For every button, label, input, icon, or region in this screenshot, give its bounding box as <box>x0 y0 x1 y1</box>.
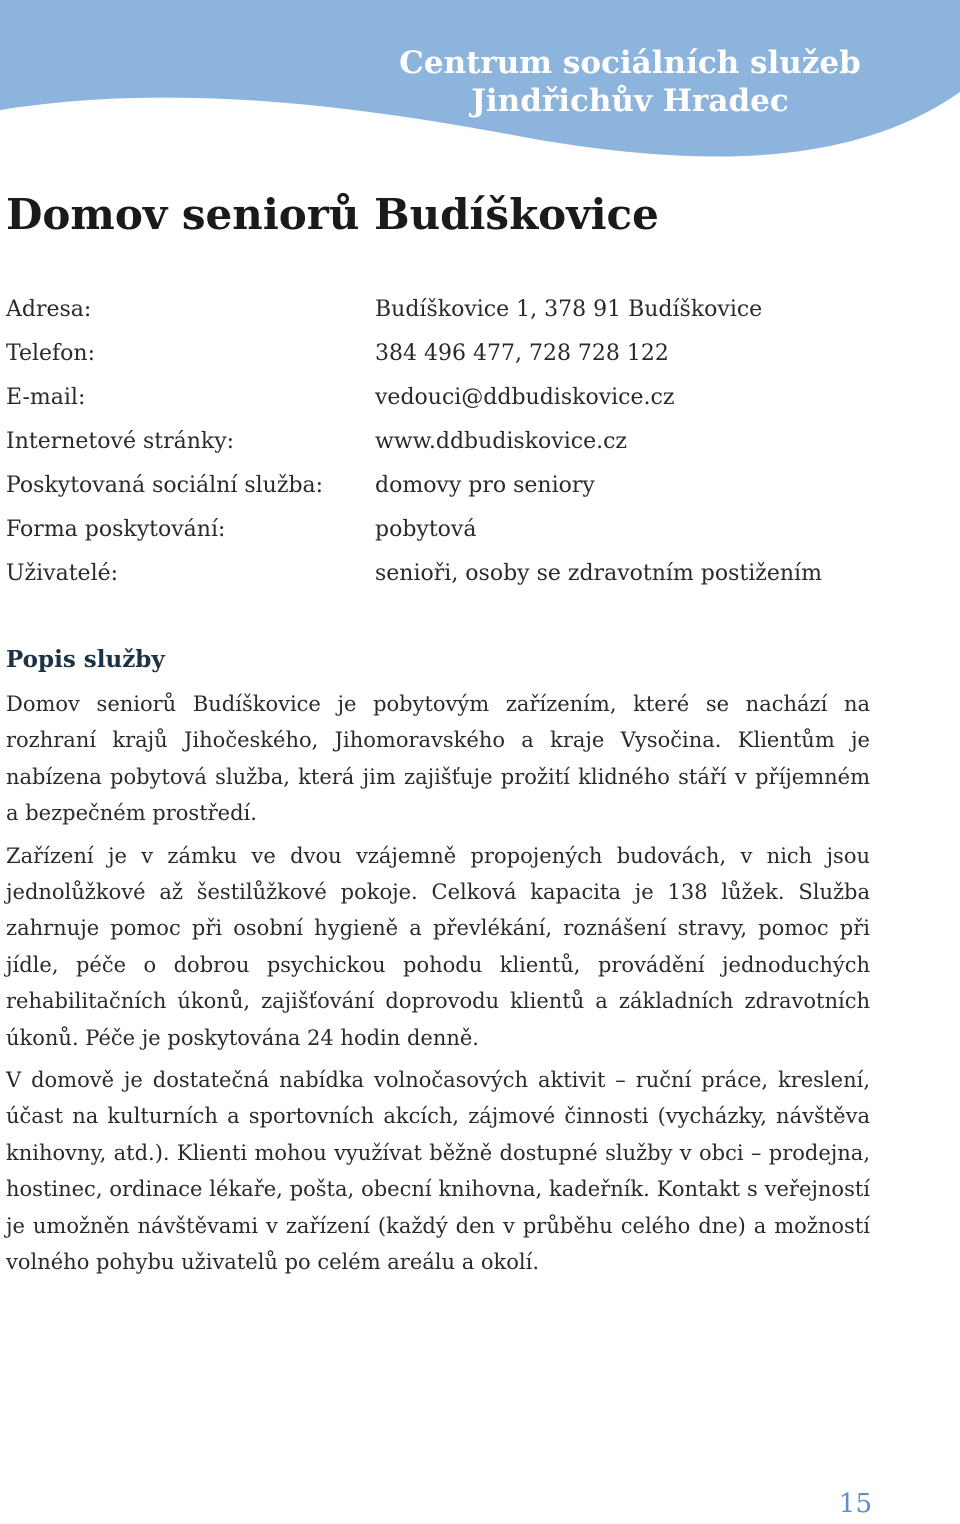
info-value: 384 496 477, 728 728 122 <box>375 341 669 366</box>
info-value: Budíškovice 1, 378 91 Budíškovice <box>375 297 763 322</box>
info-label: Poskytovaná sociální služba: <box>6 473 324 498</box>
info-label: Uživatelé: <box>6 561 119 586</box>
service-description <box>6 686 870 1287</box>
description-paragraph: Domov seniorů Budíškovice je pobytovým zařízením, které se nachází na rozhraní krajů Jihočeského, Jihomoravského a kraje Vysočina. Klientům je nabízena pobytová služba, která jim zajišťuje prožití klidného stáří v příjemném a bezpečném prostředí. <box>6 692 870 826</box>
website-link[interactable]: www.ddbudiskovice.cz <box>375 429 627 454</box>
header-title <box>300 44 960 120</box>
info-row-users <box>6 552 906 596</box>
info-value: pobytová <box>375 517 477 542</box>
info-row-form <box>6 508 906 552</box>
info-label: Internetové stránky: <box>6 429 235 454</box>
info-row-address <box>6 288 906 332</box>
info-table <box>6 288 906 596</box>
description-paragraph: Zařízení je v zámku ve dvou vzájemně propojených budovách, v nich jsou jednolůžkové až šestilůžkové pokoje. Celková kapacita je 138 lůžek. Služba zahrnuje pomoc při osobní hygieně a převlékání, roznášení stravy, pomoc při jídle, péče o dobrou psychickou pohodu klientů, provádění jednoduchých rehabilitačních úkonů, zajišťování doprovodu klientů a základních zdravotních úkonů. Péče je poskytována 24 hodin denně. <box>6 843 870 1050</box>
info-label: Telefon: <box>6 341 96 366</box>
header-title-line2: Jindřichův Hradec <box>471 83 789 119</box>
info-row-phone <box>6 332 906 376</box>
info-label: Adresa: <box>6 297 92 322</box>
info-row-email <box>6 376 906 420</box>
header-banner <box>0 0 960 170</box>
info-row-service <box>6 464 906 508</box>
description-paragraph: V domově je dostatečná nabídka volnočasových aktivit – ruční práce, kreslení, účast na kulturních a sportovních akcích, zájmové činnosti (vycházky, návštěva knihovny, atd.). Klienti mohou využívat běžně dostupné služby v obci – prodejna, hostinec, ordinace lékaře, pošta, obecní knihovna, kadeřník. Kontakt s veřejností je umožněn návštěvami v zařízení (každý den v průběhu celého dne) a možností volného pohybu uživatelů po celém areálu a okolí. <box>6 1068 870 1275</box>
info-value: senioři, osoby se zdravotním postižením <box>375 561 822 586</box>
info-label: E-mail: <box>6 385 86 410</box>
email-link[interactable]: vedouci@ddbudiskovice.cz <box>375 385 675 410</box>
info-value: domovy pro seniory <box>375 473 595 498</box>
page-title: Domov seniorů Budíškovice <box>6 190 659 239</box>
header-title-line1: Centrum sociálních služeb <box>399 45 861 81</box>
info-row-website <box>6 420 906 464</box>
section-title: Popis služby <box>6 646 165 673</box>
page-number: 15 <box>838 1489 872 1519</box>
info-label: Forma poskytování: <box>6 517 226 542</box>
